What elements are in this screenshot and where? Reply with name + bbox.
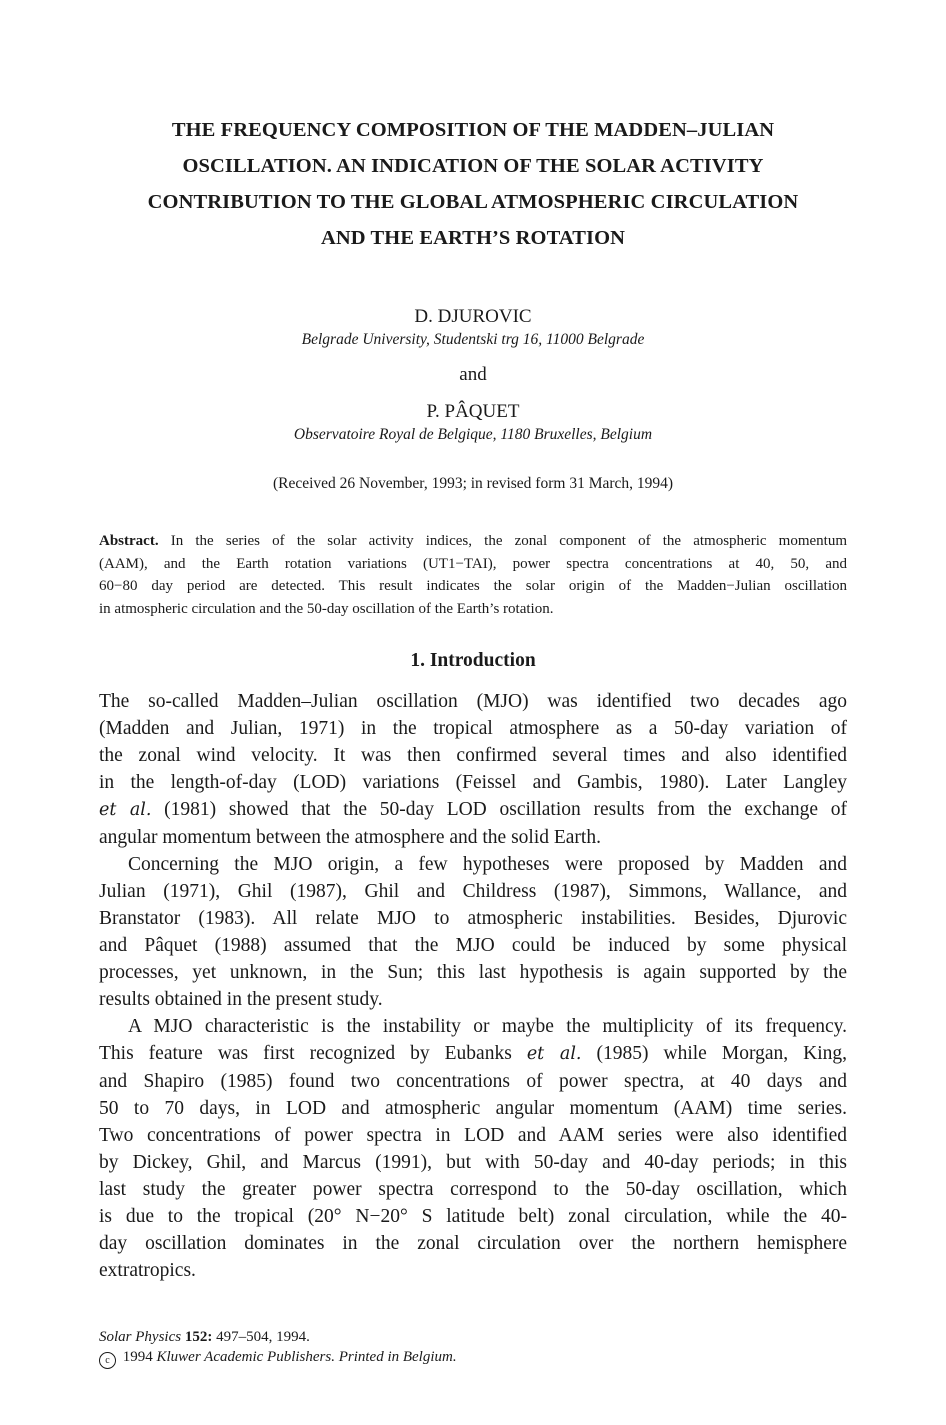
body-line: and Pâquet (1988) assumed that the MJO could be induced by some physical [99, 935, 847, 956]
body-line: extratropics. [99, 1260, 196, 1281]
body-line: Julian (1971), Ghil (1987), Ghil and Childress (1987), Simmons, Wallance, and [99, 881, 847, 902]
body-line: processes, yet unknown, in the Sun; this last hypothesis is again supported by the [99, 962, 847, 983]
body-line: Two concentrations of power spectra in LOD and AAM series were also identified [99, 1125, 847, 1146]
author-affiliation: Belgrade University, Studentski trg 16, 11000 Belgrade [301, 331, 645, 348]
body-line: A MJO characteristic is the instability or maybe the multiplicity of its frequency. [128, 1016, 847, 1037]
body-line: and Shapiro (1985) found two concentrations of power spectra, at 40 days and [99, 1071, 847, 1092]
body-line: last study the greater power spectra correspond to the 50-day oscillation, which [99, 1179, 847, 1200]
copyright-line [99, 1347, 457, 1369]
body-line: angular momentum between the atmosphere and the solid Earth. [99, 827, 601, 848]
section-body [99, 688, 847, 1284]
author-name: P. PÂQUET [426, 401, 520, 422]
body-line [99, 1040, 847, 1068]
title-line: OSCILLATION. AN INDICATION OF THE SOLAR ACTIVITY [182, 155, 764, 177]
body-line [99, 796, 847, 824]
abstract [99, 530, 847, 620]
title-line: AND THE EARTH’S ROTATION [320, 227, 626, 249]
author-name: D. DJUROVIC [414, 306, 532, 327]
body-line: in the length-of-day (LOD) variations (Feissel and Gambis, 1980). Later Langley [99, 772, 847, 793]
author-conjunction: and [459, 364, 487, 385]
title-line: THE FREQUENCY COMPOSITION OF THE MADDEN–JULIAN [171, 119, 775, 141]
abstract-line [99, 530, 847, 553]
et-al: et al. [99, 800, 152, 820]
journal-name: Solar Physics [99, 1329, 182, 1345]
paper-page [99, 112, 847, 1284]
body-line: The so-called Madden–Julian oscillation (MJO) was identified two decades ago [99, 691, 847, 712]
received-dates: (Received 26 November, 1993; in revised form 31 March, 1994) [272, 475, 674, 492]
journal-citation [99, 1327, 457, 1347]
abstract-line: (AAM), and the Earth rotation variations (UT1−TAI), power spectra concentrations at 40, 50, and [99, 555, 847, 572]
body-line: (Madden and Julian, 1971) in the tropical atmosphere as a 50-day variation of [99, 718, 847, 739]
abstract-label: Abstract. [99, 533, 159, 549]
copyright-icon: c [99, 1352, 116, 1369]
body-line: the zonal wind velocity. It was then confirmed several times and also identified [99, 745, 847, 766]
body-line: by Dickey, Ghil, and Marcus (1991), but with 50-day and 40-day periods; in this [99, 1152, 847, 1173]
paper-title [99, 112, 847, 256]
body-text-run: (1985) while Morgan, King, [581, 1043, 847, 1064]
body-line: Concerning the MJO origin, a few hypotheses were proposed by Madden and [128, 854, 847, 875]
body-line: Branstator (1983). All relate MJO to atmospheric instabilities. Besides, Djurovic [99, 908, 847, 929]
author-block [99, 305, 847, 446]
body-line: is due to the tropical (20° N−20° S latitude belt) zonal circulation, while the 40- [99, 1206, 847, 1227]
title-line: CONTRIBUTION TO THE GLOBAL ATMOSPHERIC CIRCULATION [147, 191, 799, 213]
body-text-run: (1981) showed that the 50-day LOD oscillation results from the exchange of [151, 799, 847, 820]
page-footer [99, 1327, 457, 1369]
body-text-run: This feature was first recognized by Eubanks [99, 1043, 527, 1064]
publisher: Kluwer Academic Publishers. Printed in Belgium. [156, 1349, 457, 1365]
et-al: et al. [526, 1044, 582, 1064]
abstract-line: in atmospheric circulation and the 50-day oscillation of the Earth’s rotation. [99, 600, 554, 617]
body-line: results obtained in the present study. [99, 989, 383, 1010]
abstract-text: In the series of the solar activity indices, the zonal component of the atmospheric momentum [170, 533, 847, 549]
body-line: 50 to 70 days, in LOD and atmospheric angular momentum (AAM) time series. [99, 1098, 847, 1119]
author-affiliation: Observatoire Royal de Belgique, 1180 Bruxelles, Belgium [293, 426, 653, 443]
journal-volume: 152: [184, 1329, 213, 1345]
section-heading: 1. Introduction [410, 650, 536, 671]
body-line: day oscillation dominates in the zonal circulation over the northern hemisphere [99, 1233, 847, 1254]
journal-pages: 497–504, 1994. [212, 1329, 310, 1345]
copyright-year: 1994 [119, 1349, 157, 1365]
abstract-line: 60−80 day period are detected. This result indicates the solar origin of the Madden−Julian oscillation [99, 578, 847, 594]
